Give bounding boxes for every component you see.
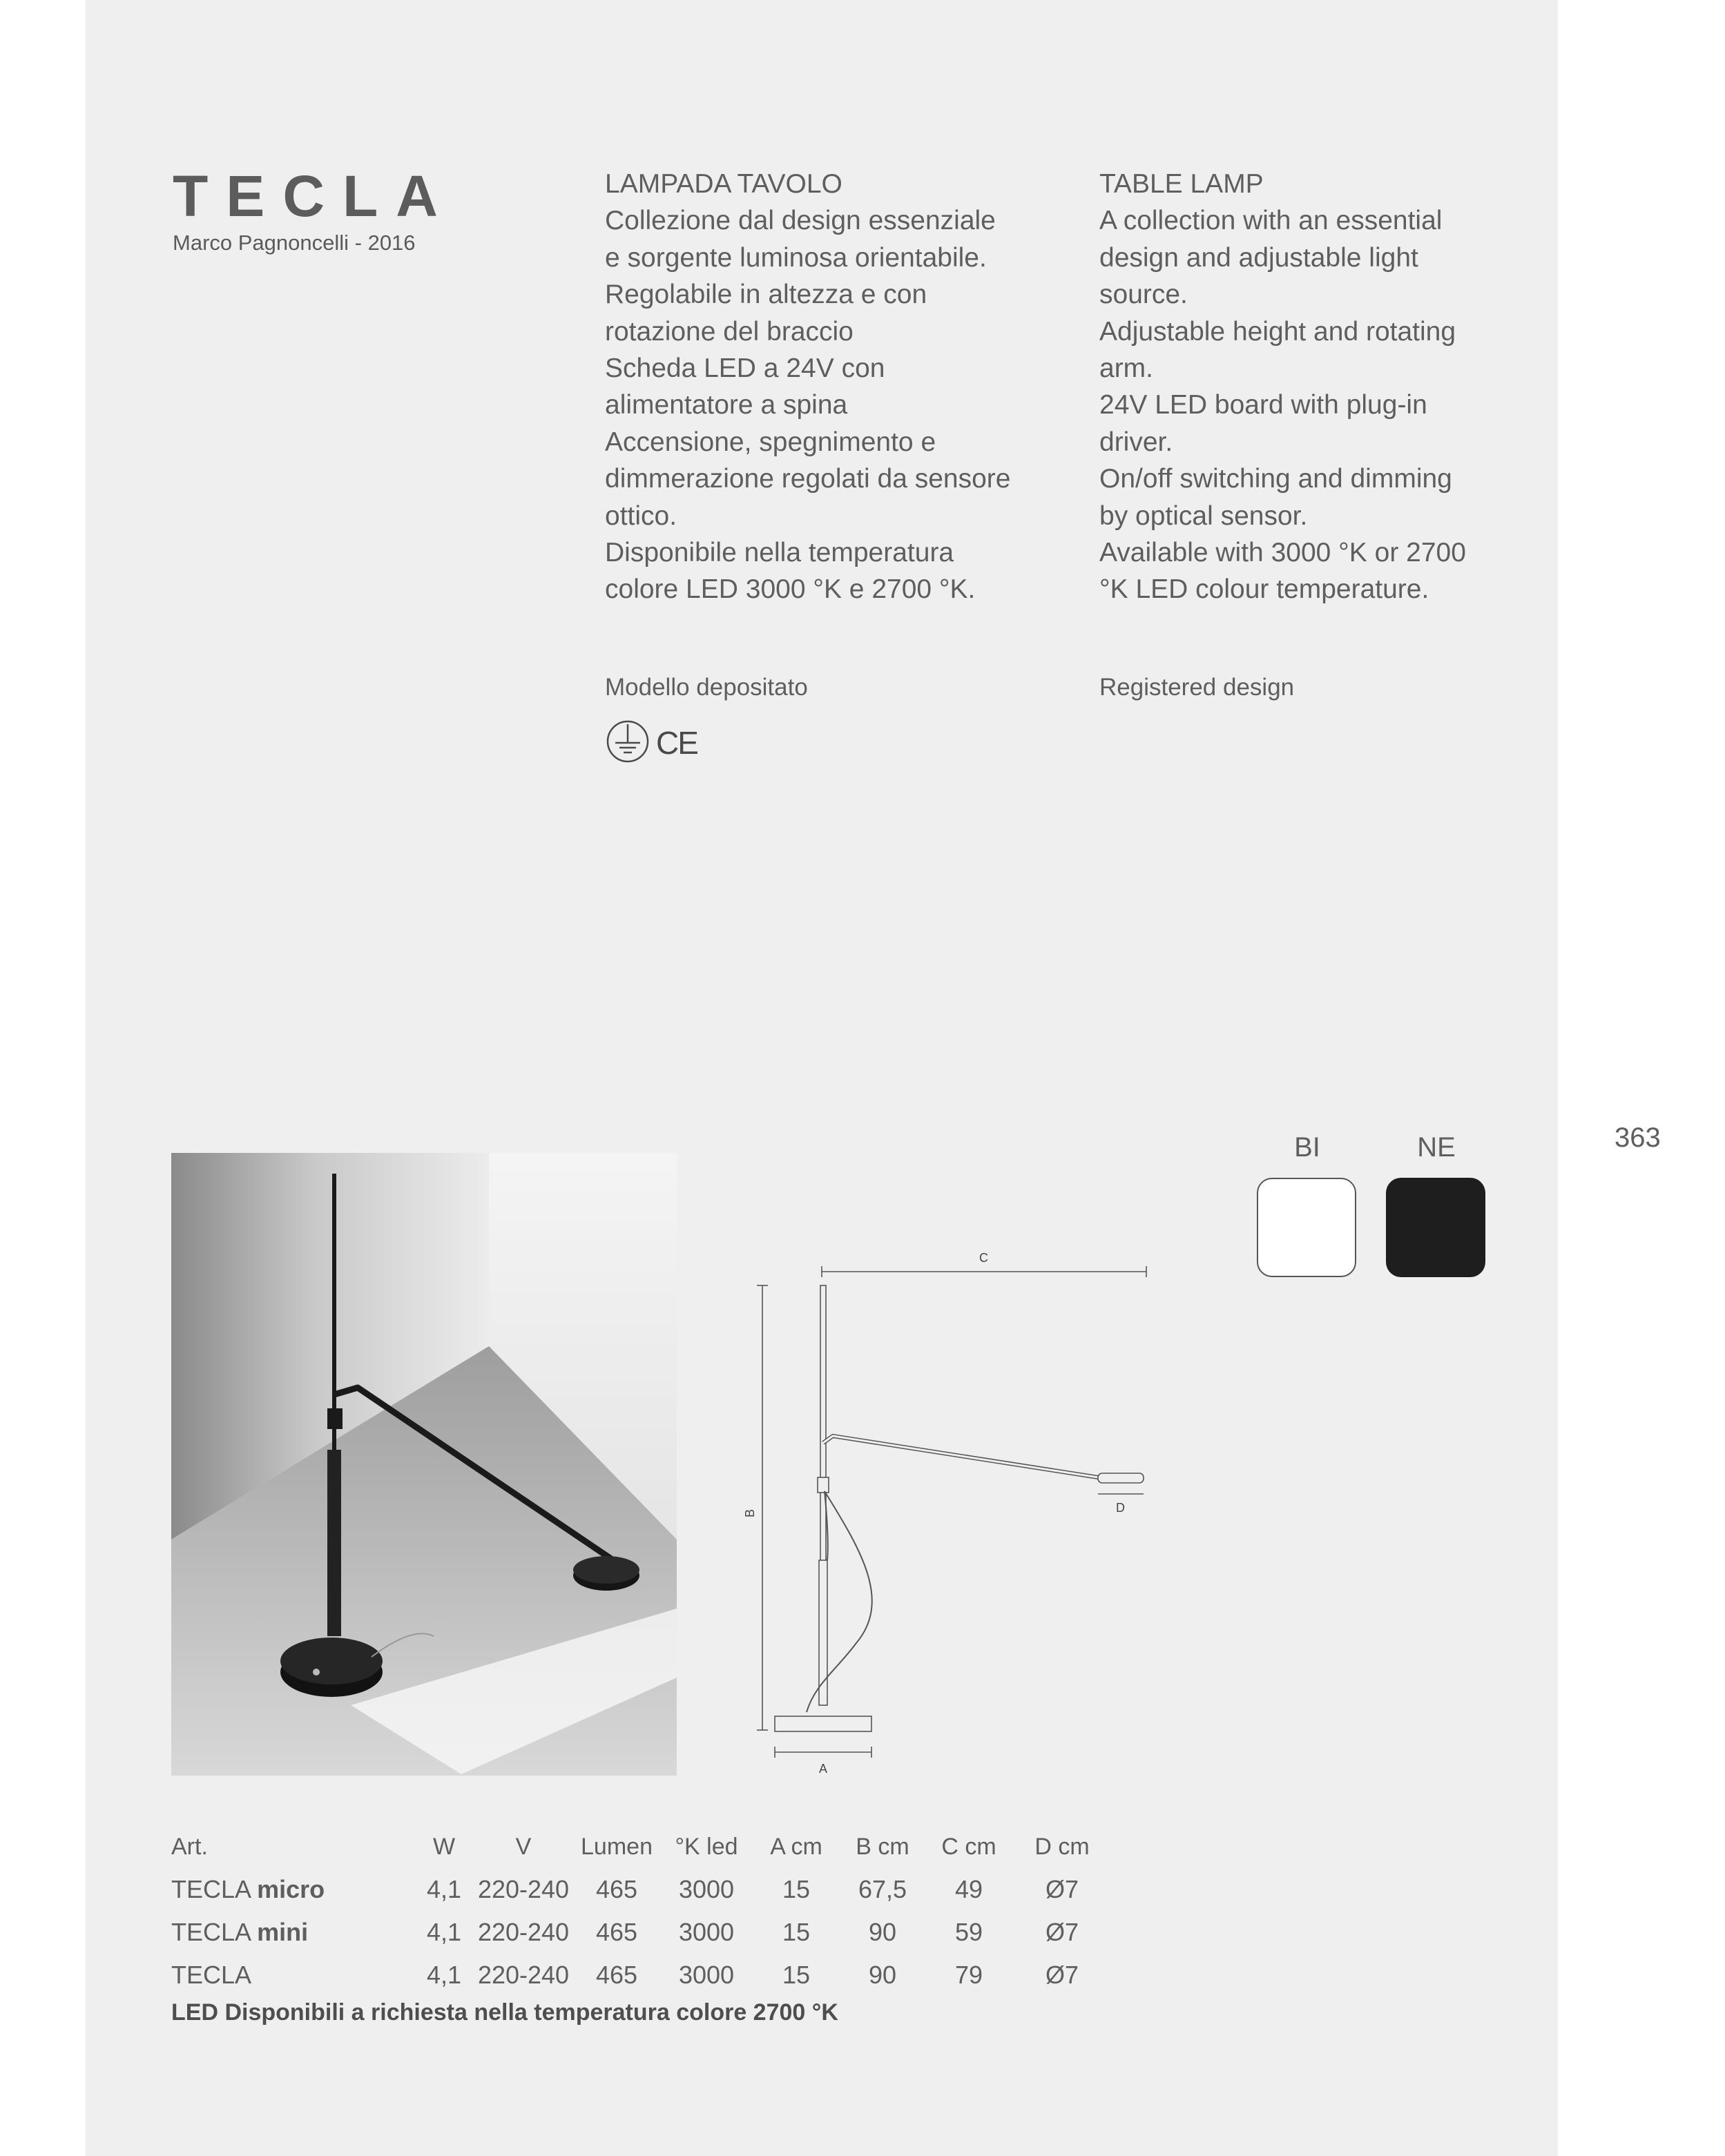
cell-w: 4,1 xyxy=(426,1918,462,1946)
cell-kelvin: 3000 xyxy=(678,1875,735,1903)
description-line: by optical sensor. xyxy=(1099,501,1308,531)
description-line: dimmerazione regolati da sensore xyxy=(605,464,1011,494)
product-title: TECLA xyxy=(173,164,456,229)
description-line: alimentatore a spina xyxy=(605,390,848,420)
finish-swatch-black xyxy=(1386,1178,1485,1277)
description-line: Regolabile in altezza e con xyxy=(605,280,927,310)
description-italian xyxy=(605,166,1033,608)
ground-symbol-icon xyxy=(608,721,648,761)
column-header: V xyxy=(515,1833,532,1860)
table-row xyxy=(171,1911,1110,1954)
ce-mark-icon: CE xyxy=(656,725,697,761)
cell-kelvin: 3000 xyxy=(678,1918,735,1946)
description-line: Scheda LED a 24V con xyxy=(605,353,885,384)
certification-marks xyxy=(605,718,702,766)
description-line: driver. xyxy=(1099,427,1173,457)
article-name: TECLA xyxy=(171,1875,251,1903)
description-line: rotazione del braccio xyxy=(605,316,854,347)
description-line: e sorgente luminosa orientabile. xyxy=(605,242,987,273)
article-cell xyxy=(171,1868,413,1911)
dimension-label-d: D xyxy=(1116,1501,1125,1515)
cell-b: 90 xyxy=(868,1961,897,1989)
cell-a: 15 xyxy=(782,1918,811,1946)
cell-d: Ø7 xyxy=(1045,1875,1079,1903)
article-variant: micro xyxy=(257,1875,325,1903)
column-header: Art. xyxy=(171,1833,208,1860)
cell-b: 67,5 xyxy=(858,1875,907,1903)
description-line: colore LED 3000 °K e 2700 °K. xyxy=(605,574,976,605)
product-photo xyxy=(171,1153,677,1776)
cell-lumen: 465 xyxy=(595,1918,638,1946)
table-row xyxy=(171,1868,1110,1911)
finish-label-bi: BI xyxy=(1294,1132,1320,1163)
table-row xyxy=(171,1954,1110,1997)
description-line: 24V LED board with plug-in xyxy=(1099,390,1427,420)
cell-c: 59 xyxy=(954,1918,983,1946)
description-line: Adjustable height and rotating xyxy=(1099,316,1456,347)
cell-a: 15 xyxy=(782,1875,811,1903)
column-header: B cm xyxy=(856,1833,909,1860)
cell-d: Ø7 xyxy=(1045,1961,1079,1989)
cell-v: 220-240 xyxy=(477,1918,570,1946)
description-line: Available with 3000 °K or 2700 xyxy=(1099,538,1466,568)
cell-v: 220-240 xyxy=(477,1961,570,1989)
dimension-label-c: C xyxy=(979,1251,988,1265)
page-number: 363 xyxy=(1615,1123,1661,1153)
table-header-row xyxy=(171,1825,1110,1868)
dimension-label-b: B xyxy=(743,1508,757,1517)
description-line: source. xyxy=(1099,280,1188,310)
cell-w: 4,1 xyxy=(426,1961,462,1989)
cell-v: 220-240 xyxy=(477,1875,570,1903)
description-line: Accensione, spegnimento e xyxy=(605,427,936,457)
dimension-label-a: A xyxy=(819,1762,828,1776)
article-name: TECLA xyxy=(171,1961,252,1989)
description-line: On/off switching and dimming xyxy=(1099,464,1452,494)
cell-lumen: 465 xyxy=(595,1961,638,1989)
description-line: ottico. xyxy=(605,501,677,531)
column-header: °K led xyxy=(675,1833,738,1860)
cell-lumen: 465 xyxy=(595,1875,638,1903)
designer-credit: Marco Pagnoncelli - 2016 xyxy=(173,231,416,255)
availability-note: LED Disponibili a richiesta nella temperatura colore 2700 °K xyxy=(171,1999,838,2026)
column-header: D cm xyxy=(1034,1833,1090,1860)
finish-swatch-white xyxy=(1257,1178,1356,1277)
cell-w: 4,1 xyxy=(426,1875,462,1903)
column-header: A cm xyxy=(770,1833,822,1860)
cell-d: Ø7 xyxy=(1045,1918,1079,1946)
column-header: W xyxy=(432,1833,456,1860)
article-cell xyxy=(171,1954,413,1997)
registered-design-it: Modello depositato xyxy=(605,674,808,701)
cell-c: 49 xyxy=(954,1875,983,1903)
description-english xyxy=(1099,166,1514,608)
cell-b: 90 xyxy=(868,1918,897,1946)
cell-kelvin: 3000 xyxy=(678,1961,735,1989)
finish-label-ne: NE xyxy=(1417,1132,1456,1163)
description-heading: TABLE LAMP xyxy=(1099,169,1264,199)
cell-a: 15 xyxy=(782,1961,811,1989)
column-header: Lumen xyxy=(581,1833,653,1860)
registered-design-en: Registered design xyxy=(1099,674,1295,701)
description-line: °K LED colour temperature. xyxy=(1099,574,1429,605)
description-line: Collezione dal design essenziale xyxy=(605,206,996,236)
description-heading: LAMPADA TAVOLO xyxy=(605,169,842,199)
cell-c: 79 xyxy=(954,1961,983,1989)
description-line: A collection with an essential xyxy=(1099,206,1443,236)
column-header: C cm xyxy=(941,1833,996,1860)
article-name: TECLA xyxy=(171,1918,251,1946)
description-line: arm. xyxy=(1099,353,1153,384)
article-variant: mini xyxy=(257,1918,309,1946)
description-line: Disponibile nella temperatura xyxy=(605,538,954,568)
technical-drawing xyxy=(743,1229,1174,1781)
article-cell xyxy=(171,1911,413,1954)
description-line: design and adjustable light xyxy=(1099,242,1418,273)
specs-table xyxy=(171,1825,1110,1997)
